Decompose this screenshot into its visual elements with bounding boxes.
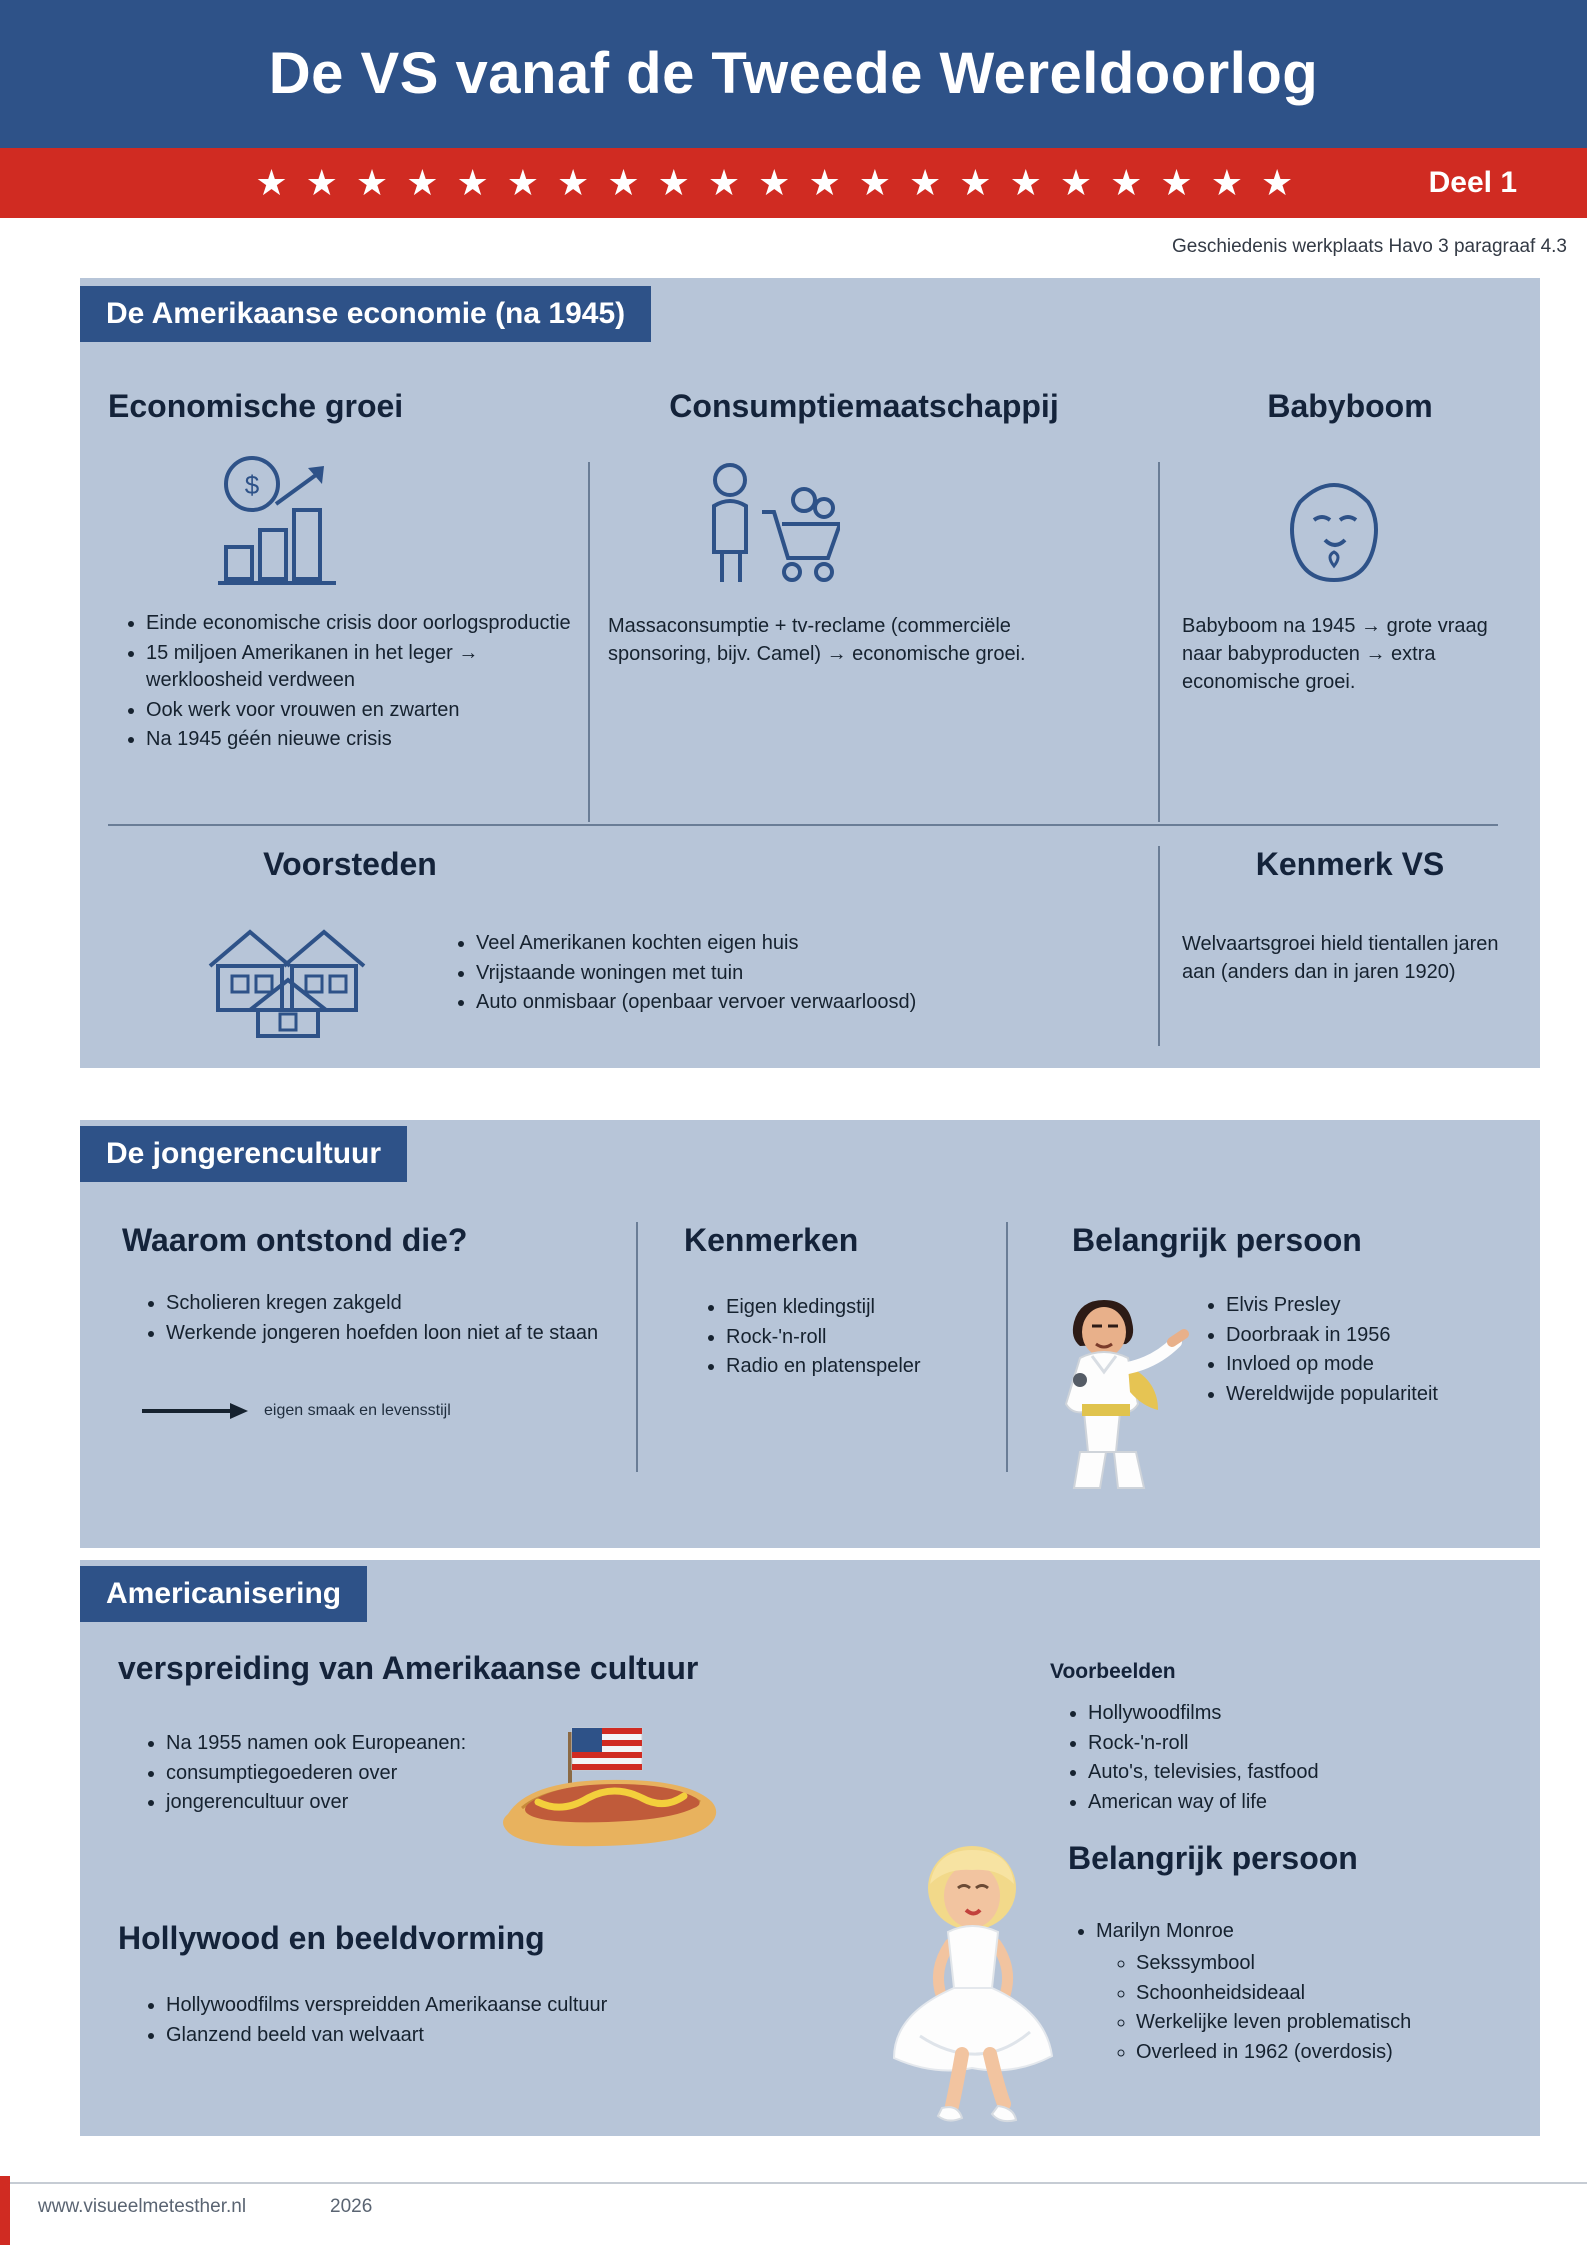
star-icon: ★: [858, 162, 891, 203]
list-item: • consumptiegoederen over: [166, 1760, 586, 1788]
list-item: • jongerencultuur over: [166, 1789, 586, 1817]
star-icon: ★: [1110, 162, 1143, 203]
economy-col4-bullets: [450, 930, 1116, 1019]
list-item: • Radio en platenspeler: [726, 1353, 1056, 1381]
americanisation-hollywood-bullets: [140, 1992, 866, 2051]
source-subtitle: Geschiedenis werkplaats Havo 3 paragraaf 4.3: [1171, 236, 1567, 257]
list-item: • Glanzend beeld van welvaart: [166, 2022, 866, 2050]
list-item: • Werkende jongeren hoefden loon niet af te staan: [166, 1320, 626, 1348]
list-item: • Na 1955 namen ook Europeanen:: [166, 1730, 586, 1758]
list-item: • Ook werk voor vrouwen en zwarten: [146, 697, 586, 725]
list-item: • Na 1945 géén nieuwe crisis: [146, 726, 586, 754]
economy-col3-heading: Babyboom: [1267, 388, 1433, 424]
economy-col1-bullets: [120, 610, 586, 756]
list-item: • Wereldwijde populariteit: [1226, 1381, 1566, 1409]
footer-divider: [0, 2182, 1587, 2184]
list-item: • Hollywoodfilms verspreidden Amerikaanse cultuur: [166, 1992, 866, 2020]
star-icon: ★: [355, 162, 389, 203]
marilyn-monroe-illustration: [880, 1840, 1080, 2130]
star-icon: ★: [959, 162, 992, 203]
star-icon: ★: [506, 162, 540, 203]
youth-arrow-conclusion: [140, 1400, 620, 1422]
divider-vertical: [1158, 462, 1160, 822]
star-icon: ★: [1009, 162, 1042, 203]
list-item: • Auto's, televisies, fastfood: [1088, 1759, 1528, 1787]
footer-website[interactable]: www.visueelmetesther.nl: [38, 2196, 247, 2217]
svg-text:$: $: [244, 470, 260, 500]
list-item: • Rock-'n-roll: [1088, 1730, 1528, 1758]
list-item: • 15 miljoen Amerikanen in het leger → werkloosheid verdween: [146, 640, 586, 695]
youth-col3-bullets: [1200, 1292, 1566, 1410]
section-economy-title: De Amerikaanse economie (na 1945): [80, 286, 651, 342]
star-icon: ★: [909, 162, 942, 203]
divider-horizontal: [108, 824, 1498, 826]
youth-arrow-label: eigen smaak en levensstijl: [264, 1402, 451, 1419]
star-icon: ★: [607, 162, 640, 203]
star-icon: ★: [1059, 162, 1093, 203]
star-icon: ★: [255, 162, 288, 203]
star-icon: ★: [1260, 162, 1294, 203]
list-item: • Veel Amerikanen kochten eigen huis: [476, 930, 1116, 958]
list-item: • Scholieren kregen zakgeld: [166, 1290, 626, 1318]
section-americanisation-title: Americanisering: [80, 1566, 367, 1622]
star-icon: ★: [1160, 162, 1193, 203]
list-item: • Eigen kledingstijl: [726, 1294, 1056, 1322]
page-header: [0, 0, 1587, 148]
list-item: • Marilyn Monroe: [1096, 1918, 1556, 1946]
list-item: • Elvis Presley: [1226, 1292, 1566, 1320]
elvis-presley-illustration: [1030, 1288, 1190, 1498]
stars-row: [0, 162, 1429, 203]
list-item: ◦ Schoonheidsideaal: [1136, 1980, 1587, 2008]
shopping-cart-icon: [700, 460, 840, 590]
footer-year: 2026: [330, 2196, 373, 2217]
star-icon: ★: [305, 162, 338, 203]
divider-vertical: [636, 1222, 638, 1472]
star-icon: ★: [758, 162, 791, 203]
section-youth-title: De jongerencultuur: [80, 1126, 407, 1182]
hotdog-with-usa-flag-illustration: [498, 1722, 728, 1852]
list-item: • Invloed op mode: [1226, 1351, 1566, 1379]
economy-col5-text: Welvaartsgroei hield tientallen jaren aan (anders dan in jaren 1920): [1182, 933, 1499, 983]
star-icon: ★: [1210, 162, 1243, 203]
arrow-right-icon: [140, 1400, 250, 1422]
youth-col2-heading: Kenmerken: [684, 1222, 859, 1258]
star-icon: ★: [557, 162, 590, 203]
economy-col5-heading: Kenmerk VS: [1255, 846, 1445, 882]
divider-vertical: [588, 462, 590, 822]
list-item: • Einde economische crisis door oorlogsproductie: [146, 610, 586, 638]
economy-col2-heading: Consumptiemaatschappij: [669, 388, 1059, 424]
divider-vertical: [1006, 1222, 1008, 1472]
star-icon: ★: [456, 162, 489, 203]
americanisation-examples-bullets: [1062, 1700, 1528, 1818]
list-item: • Vrijstaande woningen met tuin: [476, 960, 1116, 988]
economy-col2-text: Massaconsumptie + tv-reclame (commerciële sponsoring, bijv. Camel) → economische groei.: [608, 615, 1026, 665]
americanisation-examples-heading: Voorbeelden: [1050, 1660, 1176, 1683]
youth-col1-bullets: [140, 1290, 626, 1349]
baby-icon: [1272, 462, 1397, 592]
americanisation-person-heading: Belangrijk persoon: [1068, 1840, 1358, 1876]
youth-col2-bullets: [700, 1294, 1056, 1383]
list-item: • American way of life: [1088, 1789, 1528, 1817]
page-title: De VS vanaf de Tweede Wereldoorlog: [268, 41, 1319, 106]
growth-chart-icon: [216, 452, 361, 587]
americanisation-person-subbullets: [1110, 1950, 1587, 2068]
list-item: • Rock-'n-roll: [726, 1324, 1056, 1352]
list-item: • Doorbraak in 1956: [1226, 1322, 1566, 1350]
youth-col3-heading: Belangrijk persoon: [1072, 1222, 1362, 1258]
list-item: • Auto onmisbaar (openbaar vervoer verwaarloosd): [476, 989, 1116, 1017]
houses-icon: [198, 910, 388, 1040]
list-item: • Hollywoodfilms: [1088, 1700, 1528, 1728]
part-label: Deel 1: [1428, 166, 1517, 199]
americanisation-hollywood-heading: Hollywood en beeldvorming: [118, 1920, 545, 1956]
list-item: ◦ Sekssymbool: [1136, 1950, 1587, 1978]
list-item: ◦ Overleed in 1962 (overdosis): [1136, 2039, 1587, 2067]
economy-col4-heading: Voorsteden: [263, 846, 437, 882]
economy-col1-heading: Economische groei: [108, 388, 404, 424]
americanisation-person-bullets: [1070, 1918, 1556, 1948]
list-item: ◦ Werkelijke leven problematisch: [1136, 2009, 1587, 2037]
economy-col3-text: Babyboom na 1945 → grote vraag naar babyproducten → extra economische groei.: [1182, 615, 1488, 693]
youth-col1-heading: Waarom ontstond die?: [122, 1222, 468, 1258]
star-icon: ★: [657, 162, 690, 203]
star-icon: ★: [406, 162, 439, 203]
star-icon: ★: [707, 162, 741, 203]
stars-banner: [0, 148, 1587, 218]
star-icon: ★: [808, 162, 841, 203]
americanisation-col1-heading: verspreiding van Amerikaanse cultuur: [118, 1650, 699, 1686]
footer-accent: [0, 2176, 10, 2245]
